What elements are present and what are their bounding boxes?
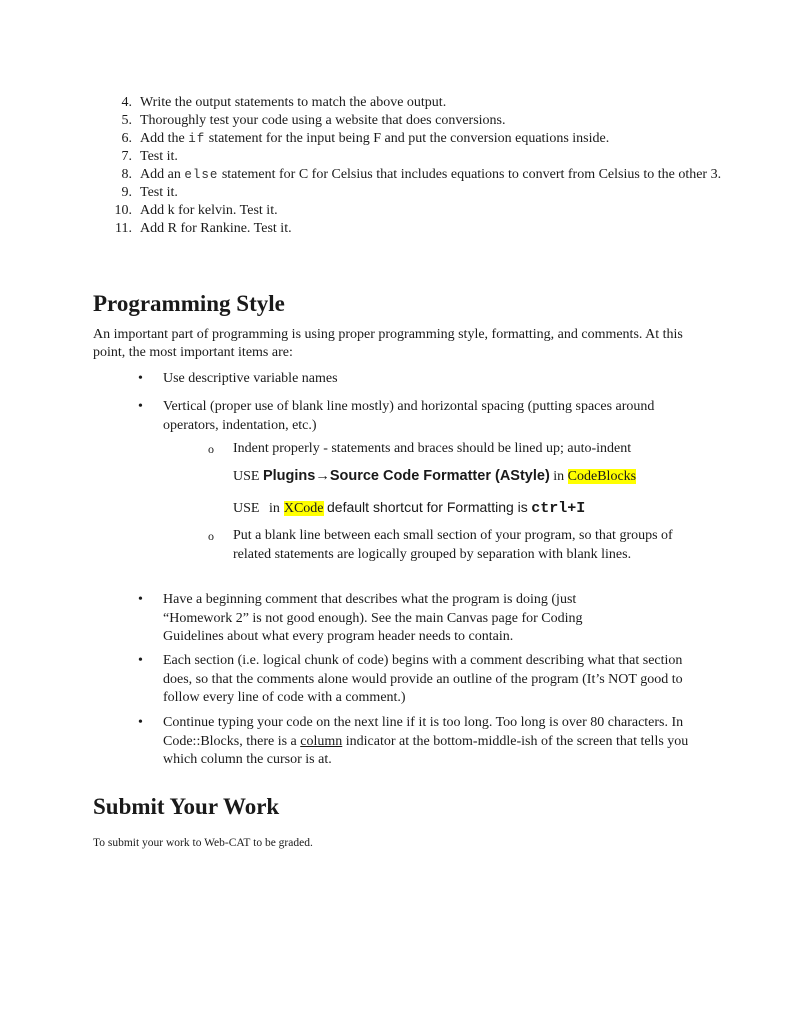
bullet-item [138,370,708,389]
use-label: USE [233,469,260,484]
style-intro: An important part of programming is using proper programming style, formatting, and comments. At this point, the most important items are: [93,327,683,360]
step-number: 8. [121,167,132,182]
bullet-icon: • [138,715,143,730]
use-label: USE [233,501,260,516]
bullet-text: Each section (i.e. logical chunk of code) begins with a comment describing what that section does, so that the comments alone would provide an outline of the program (It’s NOT good to follow every line of code with a comment.) [163,653,683,705]
bullet-item [138,591,708,647]
step-item [92,130,732,148]
step-item [92,202,732,220]
bullet-item [138,714,708,770]
xcode-instruction [233,497,585,519]
bullet-text [163,714,698,770]
sub-bullet-text: Indent properly - statements and braces should be lined up; auto-indent [233,441,632,456]
step-item [92,166,732,184]
step-item [92,112,732,130]
bullet-icon: • [138,653,143,668]
step-number: 5. [121,113,132,128]
steps-list [92,94,732,238]
shortcut-text: default shortcut for Formatting is [327,499,528,515]
step-text: Write the output statements to match the above output. [140,95,447,110]
shortcut-keys: ctrl+I [531,500,586,517]
in-label: in [553,469,565,484]
step-item [92,184,732,202]
step-text: statement for C for Celsius that includes equations to convert from Celsius to the other 3. [218,167,722,182]
code-keyword: else [184,168,219,182]
step-item [92,94,732,112]
astyle-menu-path: Plugins→Source Code Formatter (AStyle) [262,468,550,484]
step-text: Test it. [140,185,178,200]
step-number: 7. [121,149,132,164]
programming-style-heading: Programming Style [93,291,285,316]
column-underlined-text: column [300,733,343,749]
step-number: 6. [121,131,132,146]
circle-bullet-icon: o [208,442,214,456]
step-text: Thoroughly test your code using a website that does conversions. [140,113,506,128]
step-text: Add R for Rankine. Test it. [140,221,292,236]
step-text: Add k for kelvin. Test it. [140,203,278,218]
sub-bullet-item [208,527,708,564]
bullet-text: Have a beginning comment that describes what the program is doing (just “Homework 2” is not good enough). See the main Canvas page for Coding Guidelines about what every program header needs to contain. [163,592,583,644]
step-text: Test it. [140,149,178,164]
circle-bullet-icon: o [208,529,214,543]
step-number: 11. [115,221,132,236]
bullet-text-part: indicator at the bottom-middle-ish of the screen that tells you which column the cursor is at. [163,733,689,767]
codeblocks-highlight: CodeBlocks [567,469,637,484]
step-item [92,148,732,166]
code-keyword: if [188,132,206,146]
bullet-item [138,398,708,435]
bullet-text: Vertical (proper use of blank line mostly) and horizontal spacing (putting spaces around operators, indentation, etc.) [163,399,655,433]
step-number: 9. [121,185,132,200]
step-text: Add an [140,167,185,182]
step-text: Add the [140,131,189,146]
step-item [92,220,732,238]
sub-bullet-text: Put a blank line between each small section of your program, so that groups of related statements are logically grouped by separation with blank lines. [233,528,673,562]
bullet-icon: • [138,371,143,386]
bullet-item [138,652,708,708]
step-text: statement for the input being F and put the conversion equations inside. [205,131,610,146]
bullet-text: Use descriptive variable names [163,371,338,386]
bullet-text-part: Continue typing your code on the next line if it is too long. Too long is over 80 characters. In Code::Blocks, there is a [163,715,684,749]
codeblocks-instruction [233,466,636,487]
bullet-icon: • [138,592,143,607]
in-label: in [268,501,280,516]
sub-bullet-item [208,440,708,459]
xcode-highlight: XCode [283,501,324,516]
submit-text: To submit your work to Web-CAT to be graded. [93,837,313,849]
submit-heading: Submit Your Work [93,794,280,819]
step-number: 4. [121,95,132,110]
step-number: 10. [114,203,132,218]
bullet-icon: • [138,399,143,414]
